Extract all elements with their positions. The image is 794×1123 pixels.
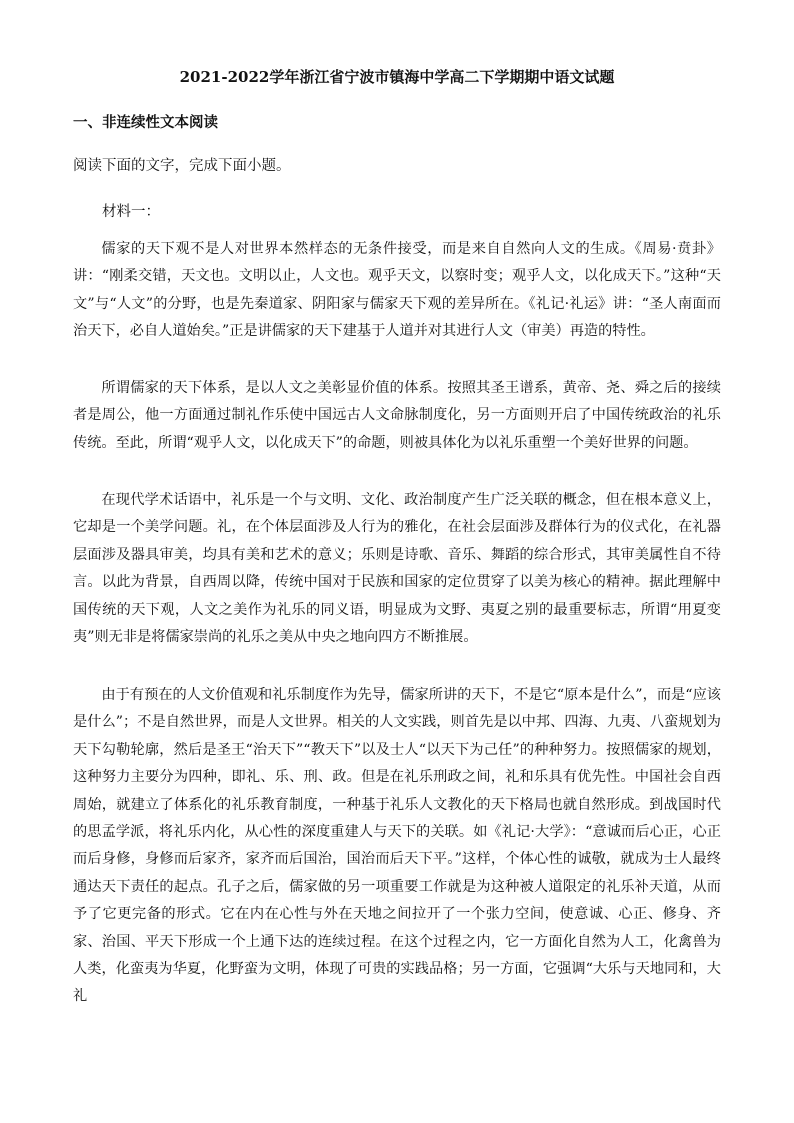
paragraph: 所谓儒家的天下体系，是以人文之美彰显价值的体系。按照其圣王谱系，黄帝、尧、舜之后的接续者是周公，他一方面通过制礼作乐使中国远古人文命脉制度化，另一方面则开启了中国传统政治的礼乐传统。至此，所谓“观乎人文，以化成天下”的命题，则被具体化为以礼乐重塑一个美好世界的问题。: [73, 380, 721, 451]
paragraph: 在现代学术话语中，礼乐是一个与文明、文化、政治制度产生广泛关联的概念，但在根本意义上，它却是一个美学问题。礼，在个体层面涉及人行为的雅化，在社会层面涉及群体行为的仪式化，在礼器层面涉及器具审美，均具有美和艺术的意义；乐则是诗歌、音乐、舞蹈的综合形式，其审美属性自不待言。以此为背景，自西周以降，传统中国对于民族和国家的定位贯穿了以美为核心的精神。据此理解中国传统的天下观，人文之美作为礼乐的同义语，明显成为文野、夷夏之别的最重要标志，所谓“用夏变夷”则无非是将儒家崇尚的礼乐之美从中央之地向四方不断推展。: [73, 492, 721, 646]
paragraph: 由于有预在的人文价值观和礼乐制度作为先导，儒家所讲的天下，不是它“原本是什么”，而是“应该是什么”；不是自然世界，而是人文世界。相关的人文实践，则首先是以中邦、四海、九夷、八蛮规划为天下勾勒轮廓，然后是圣王“治天下”“教天下”以及士人“以天下为己任”的种种努力。按照儒家的规划，这种努力主要分为四种，即礼、乐、刑、政。但是在礼乐刑政之间，礼和乐具有优先性。中国社会自西周始，就建立了体系化的礼乐教育制度，一种基于礼乐人文教化的天下格局也就自然形成。到战国时代的思孟学派，将礼乐内化，从心性的深度重建人与天下的关联。如《礼记·大学》：“意诚而后心正，心正而后身修，身修而后家齐，家齐而后国治，国治而后天下平。”这样，个体心性的诚敬，就成为士人最终通达天下责任的起点。孔子之后，儒家做的另一项重要工作就是为这种被人道限定的礼乐补天道，从而予了它更完备的形式。它在内在心性与外在天地之间拉开了一个张力空间，使意诚、心正、修身、齐家、治国、平天下形成一个上通下达的连续过程。在这个过程之内，它一方面化自然为人工，化禽兽为人类，化蛮夷为华夏，化野蛮为文明，体现了可贵的实践品格；另一方面，它强调“大乐与天地同和，大礼: [73, 687, 721, 1005]
section-heading: 一、非连续性文本阅读: [73, 114, 218, 131]
reading-instruction: 阅读下面的文字，完成下面小题。: [73, 158, 291, 174]
paragraph: 儒家的天下观不是人对世界本然样态的无条件接受，而是来自自然向人文的生成。《周易·贲卦》讲：“刚柔交错，天文也。文明以止，人文也。观乎天文，以察时变；观乎人文，以化成天下。”这种“天文”与“人文”的分野，也是先秦道家、阴阳家与儒家天下观的差异所在。《礼记·礼运》讲：“圣人南面而治天下，必自人道始矣。”正是讲儒家的天下建基于人道并对其进行人文（审美）再造的特性。: [73, 241, 721, 340]
document-title: 2021-2022学年浙江省宁波市镇海中学高二下学期期中语文试题: [179, 68, 615, 86]
material-label: 材料一：: [102, 204, 160, 220]
